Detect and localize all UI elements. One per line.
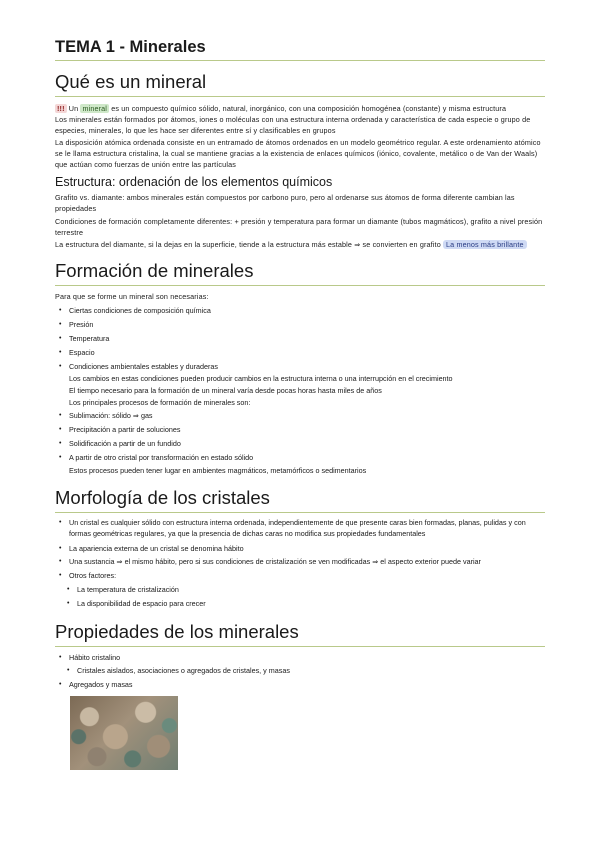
list-continuation: Los principales procesos de formación de minerales son:	[69, 398, 251, 408]
list-morfologia	[55, 517, 545, 583]
list-factores	[55, 583, 545, 611]
document-title: TEMA 1 - Minerales	[55, 34, 545, 61]
section-heading: Qué es un mineral	[55, 67, 545, 97]
paragraph-atoms: Los minerales están formados por átomos, iones o moléculas con una estructura interna ordenada y característica de cada especie o grupo de especies, minerales, lo que les hace ser diferentes entre sí y clasificables en grupos	[55, 115, 531, 136]
paragraph-crystal-structure: La disposición atómica ordenada consiste en un entramado de átomos ordenados en un modelo geométrico regular. A este ordenamiento atómico se le llama estructura cristalina, la cual se mantiene gracias a la existencia de enlaces químicos (iónico, covalente, metálico o de Van der Waals) que actúan como fuerzas de unión entre las partículas	[55, 137, 541, 170]
paragraph-definition	[55, 103, 545, 114]
list-item: • Otros factores:	[55, 569, 545, 583]
list-item: • Precipitación a partir de soluciones	[55, 423, 545, 437]
list-item: • Espacio	[55, 346, 545, 360]
mineral-aggregate-photo	[70, 696, 178, 770]
section-morfologia	[55, 483, 545, 611]
list-propiedades	[55, 651, 545, 665]
list-item: • Una sustancia ⇒ el mismo hábito, pero si sus condiciones de cristalización se ven modificadas ⇒ el aspecto exterior puede variar	[55, 556, 545, 568]
list-conditions	[55, 304, 545, 373]
paragraph-condiciones: Condiciones de formación completamente diferentes: + presión y temperatura para formar un diamante (tubos magmáticos), grafito a nivel presión terrestre	[55, 216, 543, 237]
list-item: • Agregados y masas	[55, 678, 545, 692]
text: Un	[66, 104, 81, 113]
highlight-mineral: mineral	[82, 104, 108, 113]
list-item: • Temperatura	[55, 332, 545, 346]
list-item: • Cristales aislados, asociaciones o agregados de cristales, y masas	[55, 664, 545, 678]
paragraph-grafito: Grafito vs. diamante: ambos minerales están compuestos por carbono puro, pero al ordenarse sus átomos de forma diferente cambian las propiedades	[55, 193, 515, 214]
list-continuation: El tiempo necesario para la formación de un mineral varía desde pocas horas hasta miles de años	[69, 386, 382, 396]
list-item: • La disponibilidad de espacio para crecer	[55, 597, 545, 611]
paragraph-intro: Para que se forme un mineral son necesarias:	[55, 292, 209, 302]
paragraph-diamante	[55, 239, 545, 250]
list-item: • La apariencia externa de un cristal se denomina hábito	[55, 542, 545, 556]
section-que-es-un-mineral	[55, 67, 545, 250]
list-item: • Condiciones ambientales estables y duraderas	[55, 360, 545, 374]
section-heading: Morfología de los cristales	[55, 483, 545, 513]
text: es un compuesto químico sólido, natural, inorgánico, con una composición homogénea (constante) y misma estructura	[109, 104, 507, 113]
list-item: • Sublimación: sólido ⇒ gas	[55, 409, 545, 423]
text: La estructura del diamante, si la dejas en la superficie, tiende a la estructura más estable ⇒ se convierten en grafito	[55, 240, 443, 250]
list-item: • Presión	[55, 318, 545, 332]
list-item: • Ciertas condiciones de composición química	[55, 304, 545, 318]
document-page	[55, 34, 545, 770]
list-habito	[55, 664, 545, 678]
section-propiedades	[55, 617, 545, 770]
list-continuation: Los cambios en estas condiciones pueden producir cambios en la estructura interna o una interrupción en el crecimiento	[69, 374, 453, 384]
list-item: • Un cristal es cualquier sólido con estructura interna ordenada, independientemente de que presente caras bien formadas, planas, pulidas y con formas geométricas regulares, ya que la presencia de dichas caras no modifica sus propiedades fundamentales	[55, 517, 545, 540]
section-formacion	[55, 256, 545, 476]
list-processes	[55, 409, 545, 464]
list-continuation: Estos procesos pueden tener lugar en ambientes magmáticos, metamórficos o sedimentarios	[69, 465, 367, 475]
important-tag: !!!	[57, 104, 65, 113]
highlight-note: La menos más brillante	[443, 240, 527, 249]
section-heading: Formación de minerales	[55, 256, 545, 286]
list-item: • Solidificación a partir de un fundido	[55, 437, 545, 451]
list-item: • Hábito cristalino	[55, 651, 545, 665]
list-agregados	[55, 678, 545, 692]
sub-heading-estructura: Estructura: ordenación de los elementos químicos	[55, 175, 333, 190]
list-item: • La temperatura de cristalización	[55, 583, 545, 597]
list-item: • A partir de otro cristal por transformación en estado sólido	[55, 451, 545, 465]
section-heading: Propiedades de los minerales	[55, 617, 545, 647]
